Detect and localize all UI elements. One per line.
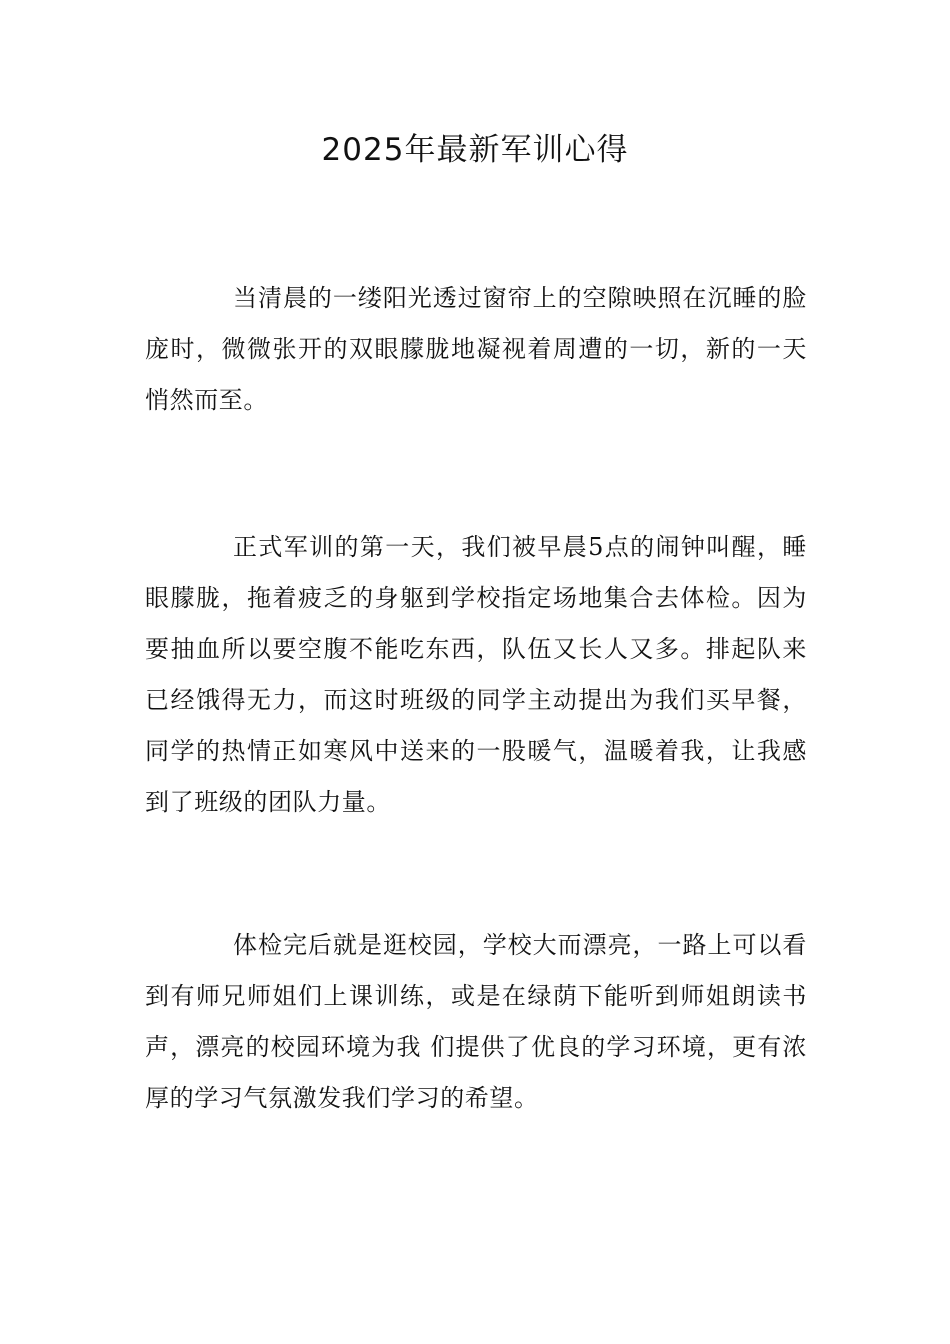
paragraph-1: 当清晨的一缕阳光透过窗帘上的空隙映照在沉睡的脸庞时，微微张开的双眼朦胧地凝视着周遭的一切，新的一天悄然而至。 — [145, 284, 807, 414]
document-title: 2025年最新军训心得 — [321, 132, 629, 168]
paragraph-2: 正式军训的第一天，我们被早晨5点的闹钟叫醒，睡眼朦胧，拖着疲乏的身躯到学校指定场地集合去体检。因为要抽血所以要空腹不能吃东西，队伍又长人又多。排起队来已经饿得无力，而这时班级的同学主动提出为我们买早餐，同学的热情正如寒风中送来的一股暖气，温暖着我，让我感到了班级的团队力量。 — [145, 533, 807, 816]
paragraph-3: 体检完后就是逛校园，学校大而漂亮，一路上可以看到有师兄师姐们上课训练，或是在绿荫下能听到师姐朗读书声，漂亮的校园环境为我 们提供了优良的学习环境，更有浓厚的学习气氛激发我们学习的希望。 — [145, 931, 807, 1112]
